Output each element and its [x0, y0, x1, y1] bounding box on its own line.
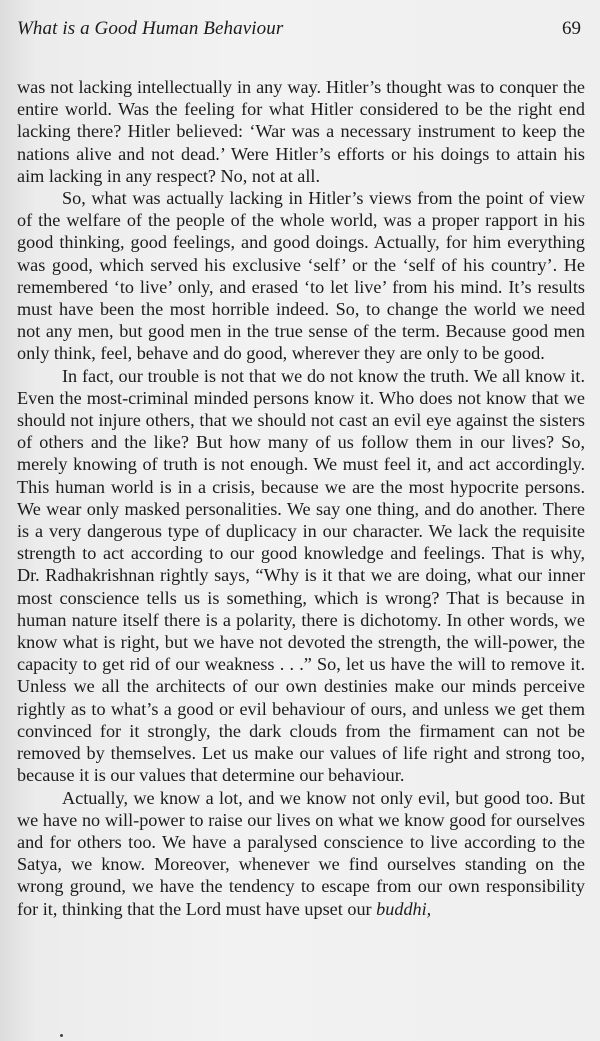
running-head: [17, 18, 583, 44]
page-number: 69: [562, 18, 581, 39]
running-title: What is a Good Human Behaviour: [17, 18, 284, 39]
paragraph-1: was not lacking intellectually in any way. Hitler’s thought was to conquer the entire world. Was the feeling for what Hitler considered to be the right end lacking there? Hitler believed: ‘War was a necessary instrument to keep the nations alive and not dead.’ Were Hitler’s efforts or his doings to attain his aim lacking in any respect? No, not at all.: [17, 77, 585, 186]
paragraph-3: In fact, our trouble is not that we do not know the truth. We all know it. Even the most-criminal minded persons know it. Who does not know that we should not injure others, that we should not cast an evil eye against the sisters of others and the like? But how many of us follow them in our lives? So, merely knowing of truth is not enough. We must feel it, and act accordingly. This human world is in a crisis, because we are the most hypocrite persons. We wear only masked personalities. We say one thing, and do another. There is a very dangerous type of duplicacy in our character. We lack the requisite strength to act according to our good knowledge and feelings. That is why, Dr. Radhakrishnan rightly says, “Why is it that we are doing, what our inner most conscience tells us is something, which is wrong? That is because in human nature itself there is a polarity, there is dichotomy. In other words, we know what is right, but we have not devoted the strength, the will-power, the capacity to get rid of our weakness . . .” So, let us have the will to remove it. Unless we all the architects of our own destinies make our minds perceive rightly as to what’s a good or evil behaviour of ours, and unless we get them convinced for it strongly, the dark clouds from the firmament can not be removed by themselves. Let us make our values of life right and strong too, because it is our values that determine our behaviour.: [17, 365, 585, 786]
paragraph-4-text: Actually, we know a lot, and we know not only evil, but good too. But we have no will-power to raise our lives on what we know good for ourselves and for others too. We have a paralysed conscience to live according to the Satya, we know. Moreover, whenever we find ourselves standing on the wrong ground, we have the tendency to escape from our own responsibility for it, thinking that the Lord must have upset our: [17, 787, 585, 919]
body-text: [17, 76, 585, 920]
paragraph-4-italic-word: buddhi,: [376, 898, 432, 919]
paragraph-4: [17, 787, 585, 920]
paragraph-2: So, what was actually lacking in Hitler’s views from the point of view of the welfare of the people of the whole world, was a proper rapport in his good thinking, good feelings, and good doings. Actually, for him everything was good, which served his exclusive ‘self’ or the ‘self of his country’. He remembered ‘to live’ only, and erased ‘to let live’ from his mind. It’s results must have been the most horrible indeed. So, to change the world we need not any men, but good men in the true sense of the term. Because good men only think, feel, behave and do good, wherever they are only to be good.: [17, 188, 585, 364]
print-speck: [60, 1034, 63, 1037]
